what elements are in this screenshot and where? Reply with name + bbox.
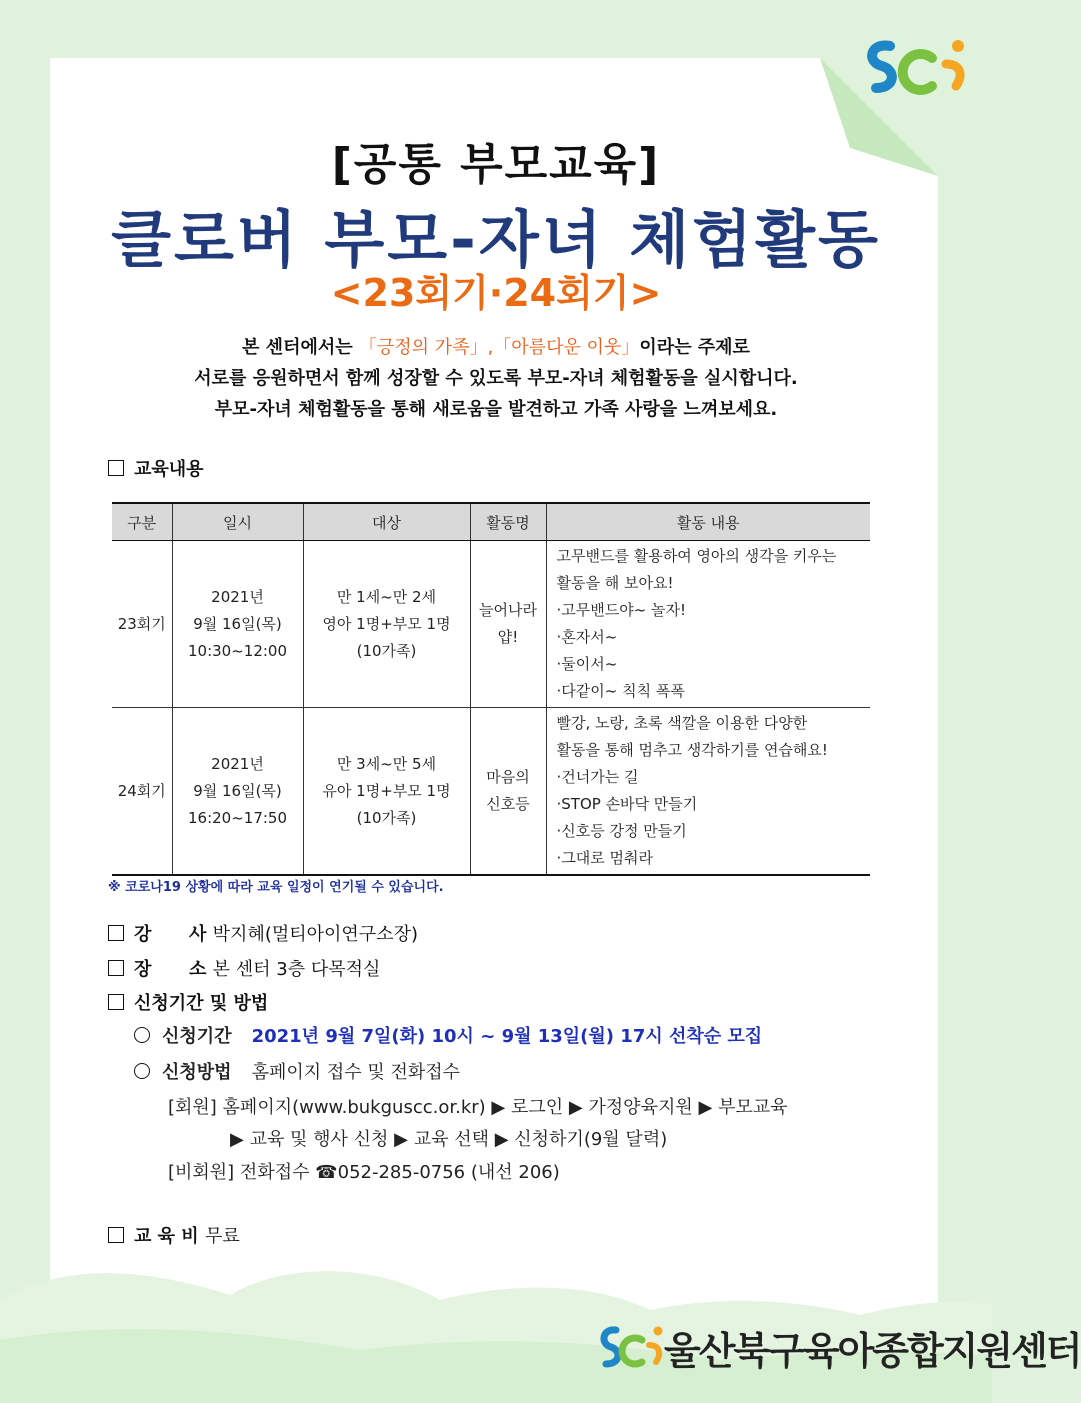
intro-text: 본 센터에서는 — [242, 337, 359, 358]
fee-value: 무료 — [204, 1226, 240, 1247]
apply-method — [134, 1058, 460, 1084]
checkbox-icon — [108, 1227, 124, 1243]
activity-line: 늘어나라 — [479, 601, 537, 619]
member-steps-line-2: ▶ 교육 및 행사 신청 ▶ 교육 선택 ▶ 신청하기(9월 달력) — [230, 1129, 668, 1150]
apply-period-value: 2021년 9월 7일(화) 10시 ~ 9월 13일(월) 17시 선착순 모집 — [251, 1026, 763, 1047]
instructor-name: 박지혜(멀티아이연구소장) — [212, 924, 418, 945]
target-line: 만 3세~만 5세 — [336, 754, 437, 773]
place-value: 본 센터 3층 다목적실 — [212, 959, 381, 980]
target-line: 유아 1명+부모 1명 — [322, 781, 451, 800]
section-apply — [108, 989, 268, 1015]
target-line: 만 1세~만 2세 — [336, 587, 437, 606]
checkbox-icon — [108, 460, 124, 476]
date-line: 10:30~12:00 — [187, 641, 288, 660]
center-logo-icon — [596, 1322, 666, 1374]
table-row — [112, 708, 870, 876]
title-line-1: [공통 부모교육] — [331, 139, 661, 190]
section-label: 신청기간 및 방법 — [134, 993, 269, 1014]
main-title: 클로버 부모-자녀 체험활동 — [111, 203, 881, 276]
sub-label: 신청기간 — [162, 1026, 232, 1047]
table-header: 대상 — [303, 503, 470, 541]
target-cell — [303, 541, 470, 708]
section-label: 교 육 비 — [134, 1226, 199, 1247]
content-line: ·둘이서~ — [556, 655, 618, 673]
section-label: 장 소 — [134, 959, 207, 980]
activity-line: 얍! — [497, 628, 519, 646]
intro-highlight: 「긍정의 가족」,「아름다운 이웃」 — [358, 337, 640, 358]
session-subtitle: <23회기·24회기> — [330, 271, 662, 315]
date-line: 9월 16일(목) — [193, 614, 282, 633]
table-header: 일시 — [172, 503, 303, 541]
table-row — [112, 541, 870, 708]
session-cell: 23회기 — [112, 541, 172, 708]
content-line: ·그대로 멈춰라 — [556, 849, 653, 867]
section-label: 강 사 — [134, 924, 207, 945]
checkbox-icon — [108, 994, 124, 1010]
nonmember-phone-line: [비회원] 전화접수 ☎052-285-0756 (내선 206) — [168, 1162, 560, 1183]
target-line: (10가족) — [356, 808, 417, 827]
intro-text: 이라는 주제로 — [639, 337, 750, 358]
member-steps-line-1: [회원] 홈페이지(www.bukguscc.or.kr) ▶ 로그인 ▶ 가정양육지원 ▶ 부모교육 — [168, 1097, 788, 1118]
activity-line: 마음의 — [486, 768, 530, 786]
content-line: 고무밴드를 활용하여 영아의 생각을 키우는 — [556, 547, 837, 565]
center-logo-icon — [860, 34, 972, 102]
education-table — [112, 502, 870, 876]
content-line: ·다같이~ 칙칙 폭폭 — [556, 682, 685, 700]
target-line: 영아 1명+부모 1명 — [322, 614, 451, 633]
content-line: 활동을 해 보아요! — [556, 574, 674, 592]
table-header: 구분 — [112, 503, 172, 541]
activity-content-cell — [546, 708, 870, 876]
content-line: ·신호등 강정 만들기 — [556, 822, 687, 840]
section-place — [108, 955, 380, 981]
organization-name: 울산북구육아종합지원센터 — [664, 1329, 1081, 1373]
activity-name-cell — [470, 541, 546, 708]
intro-line-3: 부모-자녀 체험활동을 통해 새로움을 발견하고 가족 사랑을 느껴보세요. — [214, 399, 778, 420]
date-line: 9월 16일(목) — [193, 781, 282, 800]
content-line: ·혼자서~ — [556, 628, 618, 646]
table-header: 활동 내용 — [546, 503, 870, 541]
table-header: 활동명 — [470, 503, 546, 541]
target-line: (10가족) — [356, 641, 417, 660]
session-cell: 24회기 — [112, 708, 172, 876]
activity-name-cell — [470, 708, 546, 876]
checkbox-icon — [108, 925, 124, 941]
section-fee — [108, 1222, 240, 1248]
activity-content-cell — [546, 541, 870, 708]
section-education-content — [108, 455, 204, 481]
date-line: 16:20~17:50 — [187, 808, 288, 827]
circle-bullet-icon — [134, 1063, 150, 1079]
content-line: 빨강, 노랑, 초록 색깔을 이용한 다양한 — [556, 714, 808, 732]
apply-method-value: 홈페이지 접수 및 전화접수 — [251, 1062, 460, 1083]
content-line: ·건너가는 길 — [556, 768, 639, 786]
date-line: 2021년 — [211, 587, 264, 606]
activity-line: 신호등 — [486, 795, 530, 813]
intro-line-2: 서로를 응원하면서 함께 성장할 수 있도록 부모-자녀 체험활동을 실시합니다. — [194, 368, 798, 389]
apply-period — [134, 1022, 762, 1048]
circle-bullet-icon — [134, 1027, 150, 1043]
content-line: 활동을 통해 멈추고 생각하기를 연습해요! — [556, 741, 828, 759]
content-line: ·고무밴드야~ 놀자! — [556, 601, 687, 619]
date-cell — [172, 541, 303, 708]
content-line: ·STOP 손바닥 만들기 — [556, 795, 698, 813]
checkbox-icon — [108, 960, 124, 976]
section-label: 교육내용 — [134, 459, 204, 480]
intro-paragraph — [0, 332, 992, 425]
date-line: 2021년 — [211, 754, 264, 773]
intro-line-1 — [0, 332, 992, 363]
table-header-row — [112, 503, 870, 541]
sub-label: 신청방법 — [162, 1062, 232, 1083]
target-cell — [303, 708, 470, 876]
date-cell — [172, 708, 303, 876]
section-instructor — [108, 920, 418, 946]
covid-notice: ※ 코로나19 상황에 따라 교육 일정이 연기될 수 있습니다. — [108, 880, 444, 895]
